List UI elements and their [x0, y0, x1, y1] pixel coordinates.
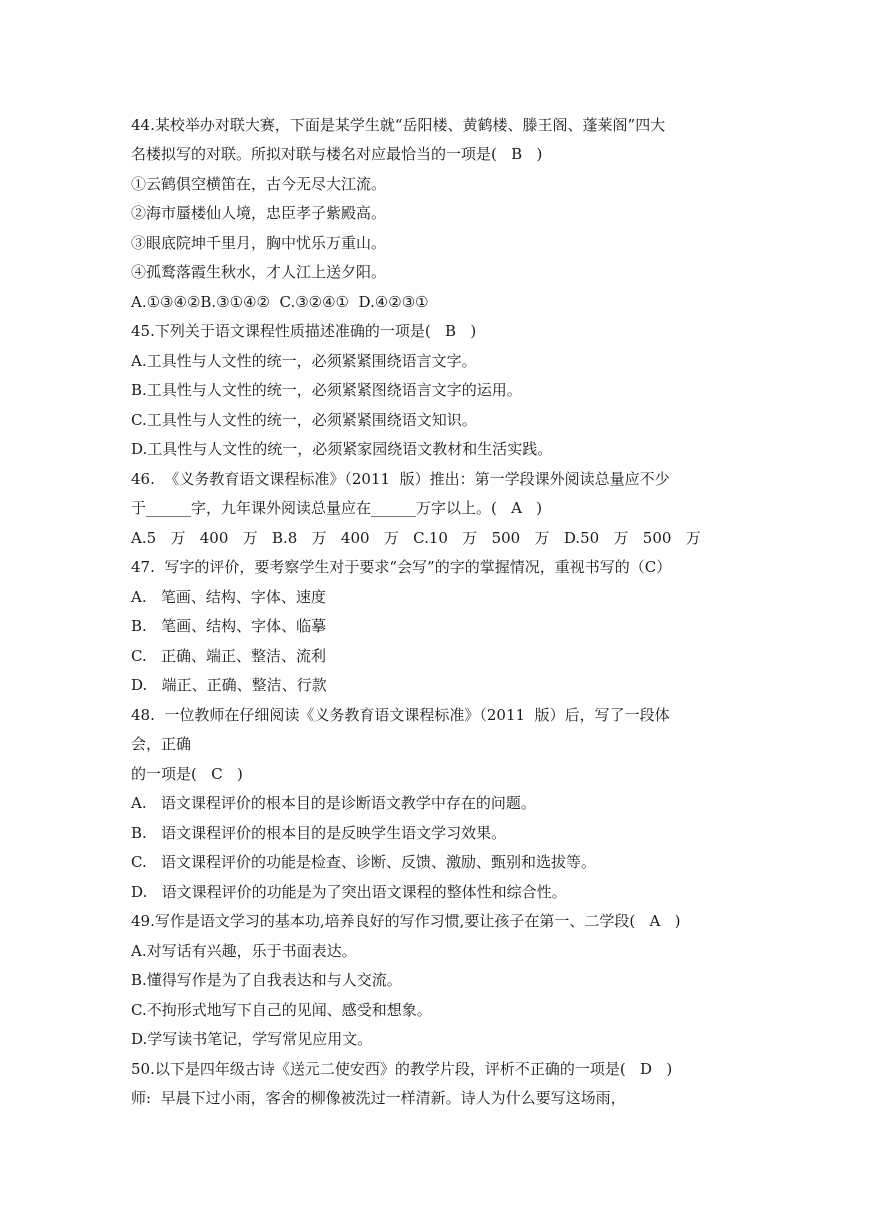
question-46-stem-line-1: 46. 《义务教育语文课程标准》（2011 版）推出：第一学段课外阅读总量应不少	[131, 470, 670, 488]
question-48-stem-line-1: 48. 一位教师在仔细阅读《义务教育语文课程标准》（2011 版）后，写了一段体	[131, 706, 670, 724]
question-49-option-b: B.懂得写作是为了自我表达和与人交流。	[131, 971, 402, 989]
question-44-stem-line-1: 44.某校举办对联大赛，下面是某学生就“岳阳楼、黄鹤楼、滕王阁、蓬莱阁”四大	[131, 116, 666, 134]
question-48-stem-line-2: 会，正确	[131, 735, 192, 753]
question-46-stem-line-2: 于______字，九年课外阅读总量应在______万字以上。( A )	[131, 499, 543, 517]
couplet-4: ④孤鹜落霞生秋水，才人江上送夕阳。	[131, 263, 387, 281]
couplet-2: ②海市蜃楼仙人境，忠臣孝子紫殿高。	[131, 204, 387, 222]
question-49-option-d: D.学写读书笔记，学写常见应用文。	[131, 1030, 373, 1048]
question-50-dialogue-line-1: 师: 早晨下过小雨，客舍的柳像被洗过一样清新。诗人为什么要写这场雨，	[131, 1089, 626, 1107]
question-45-option-b: B.工具性与人文性的统一，必须紧紧图绕语言文字的运用。	[131, 381, 522, 399]
question-47-option-c: C. 正确、端正、整洁、流利	[131, 647, 327, 665]
question-45-option-a: A.工具性与人文性的统一，必须紧紧围绕语言文字。	[131, 352, 477, 370]
question-45-stem: 45.下列关于语文课程性质描述准确的一项是( B )	[131, 322, 477, 340]
question-48-option-c: C. 语文课程评价的功能是检查、诊断、反馈、激励、甄别和选拔等。	[131, 853, 597, 871]
couplet-3: ③眼底院坤千里月，胸中忧乐万重山。	[131, 234, 387, 252]
couplet-1: ①云鹤俱空横笛在，古今无尽大江流。	[131, 175, 387, 193]
question-45-option-c: C.工具性与人文性的统一，必须紧紧围绕语文知识。	[131, 411, 477, 429]
question-50-stem: 50.以下是四年级古诗《送元二使安西》的教学片段，评析不正确的一项是( D )	[131, 1060, 673, 1078]
question-48-option-b: B. 语文课程评价的根本目的是反映学生语文学习效果。	[131, 824, 507, 842]
question-44-stem-line-2: 名楼拟写的对联。所拟对联与楼名对应最恰当的一项是( B )	[131, 145, 543, 163]
question-46-options: A.5 万 400 万 B.8 万 400 万 C.10 万 500 万 D.50 万 500 万	[131, 529, 701, 547]
question-47-option-a: A. 笔画、结构、字体、速度	[131, 588, 326, 606]
question-48-option-a: A. 语文课程评价的根本目的是诊断语文教学中存在的问题。	[131, 794, 536, 812]
question-47-option-d: D. 端正、正确、整洁、行款	[131, 676, 327, 694]
question-44-options: A.①③④②B.③①④② C.③②④① D.④②③①	[131, 293, 429, 311]
question-49-option-a: A.对写话有兴趣，乐于书面表达。	[131, 942, 357, 960]
question-49-option-c: C.不拘形式地写下自己的见闻、感受和想象。	[131, 1001, 432, 1019]
question-48-option-d: D. 语文课程评价的功能是为了突出语文课程的整体性和综合性。	[131, 883, 567, 901]
question-49-stem: 49.写作是语文学习的基本功,培养良好的写作习惯,要让孩子在第一、二学段( A )	[131, 912, 681, 930]
question-47-option-b: B. 笔画、结构、字体、临摹	[131, 617, 327, 635]
question-48-stem-line-3: 的一项是( C )	[131, 765, 243, 783]
question-45-option-d: D.工具性与人文性的统一，必须紧家园绕语文教材和生活实践。	[131, 440, 553, 458]
question-47-stem: 47. 写字的评价，要考察学生对于要求“会写”的字的掌握情况，重视书写的（C）	[131, 558, 672, 576]
